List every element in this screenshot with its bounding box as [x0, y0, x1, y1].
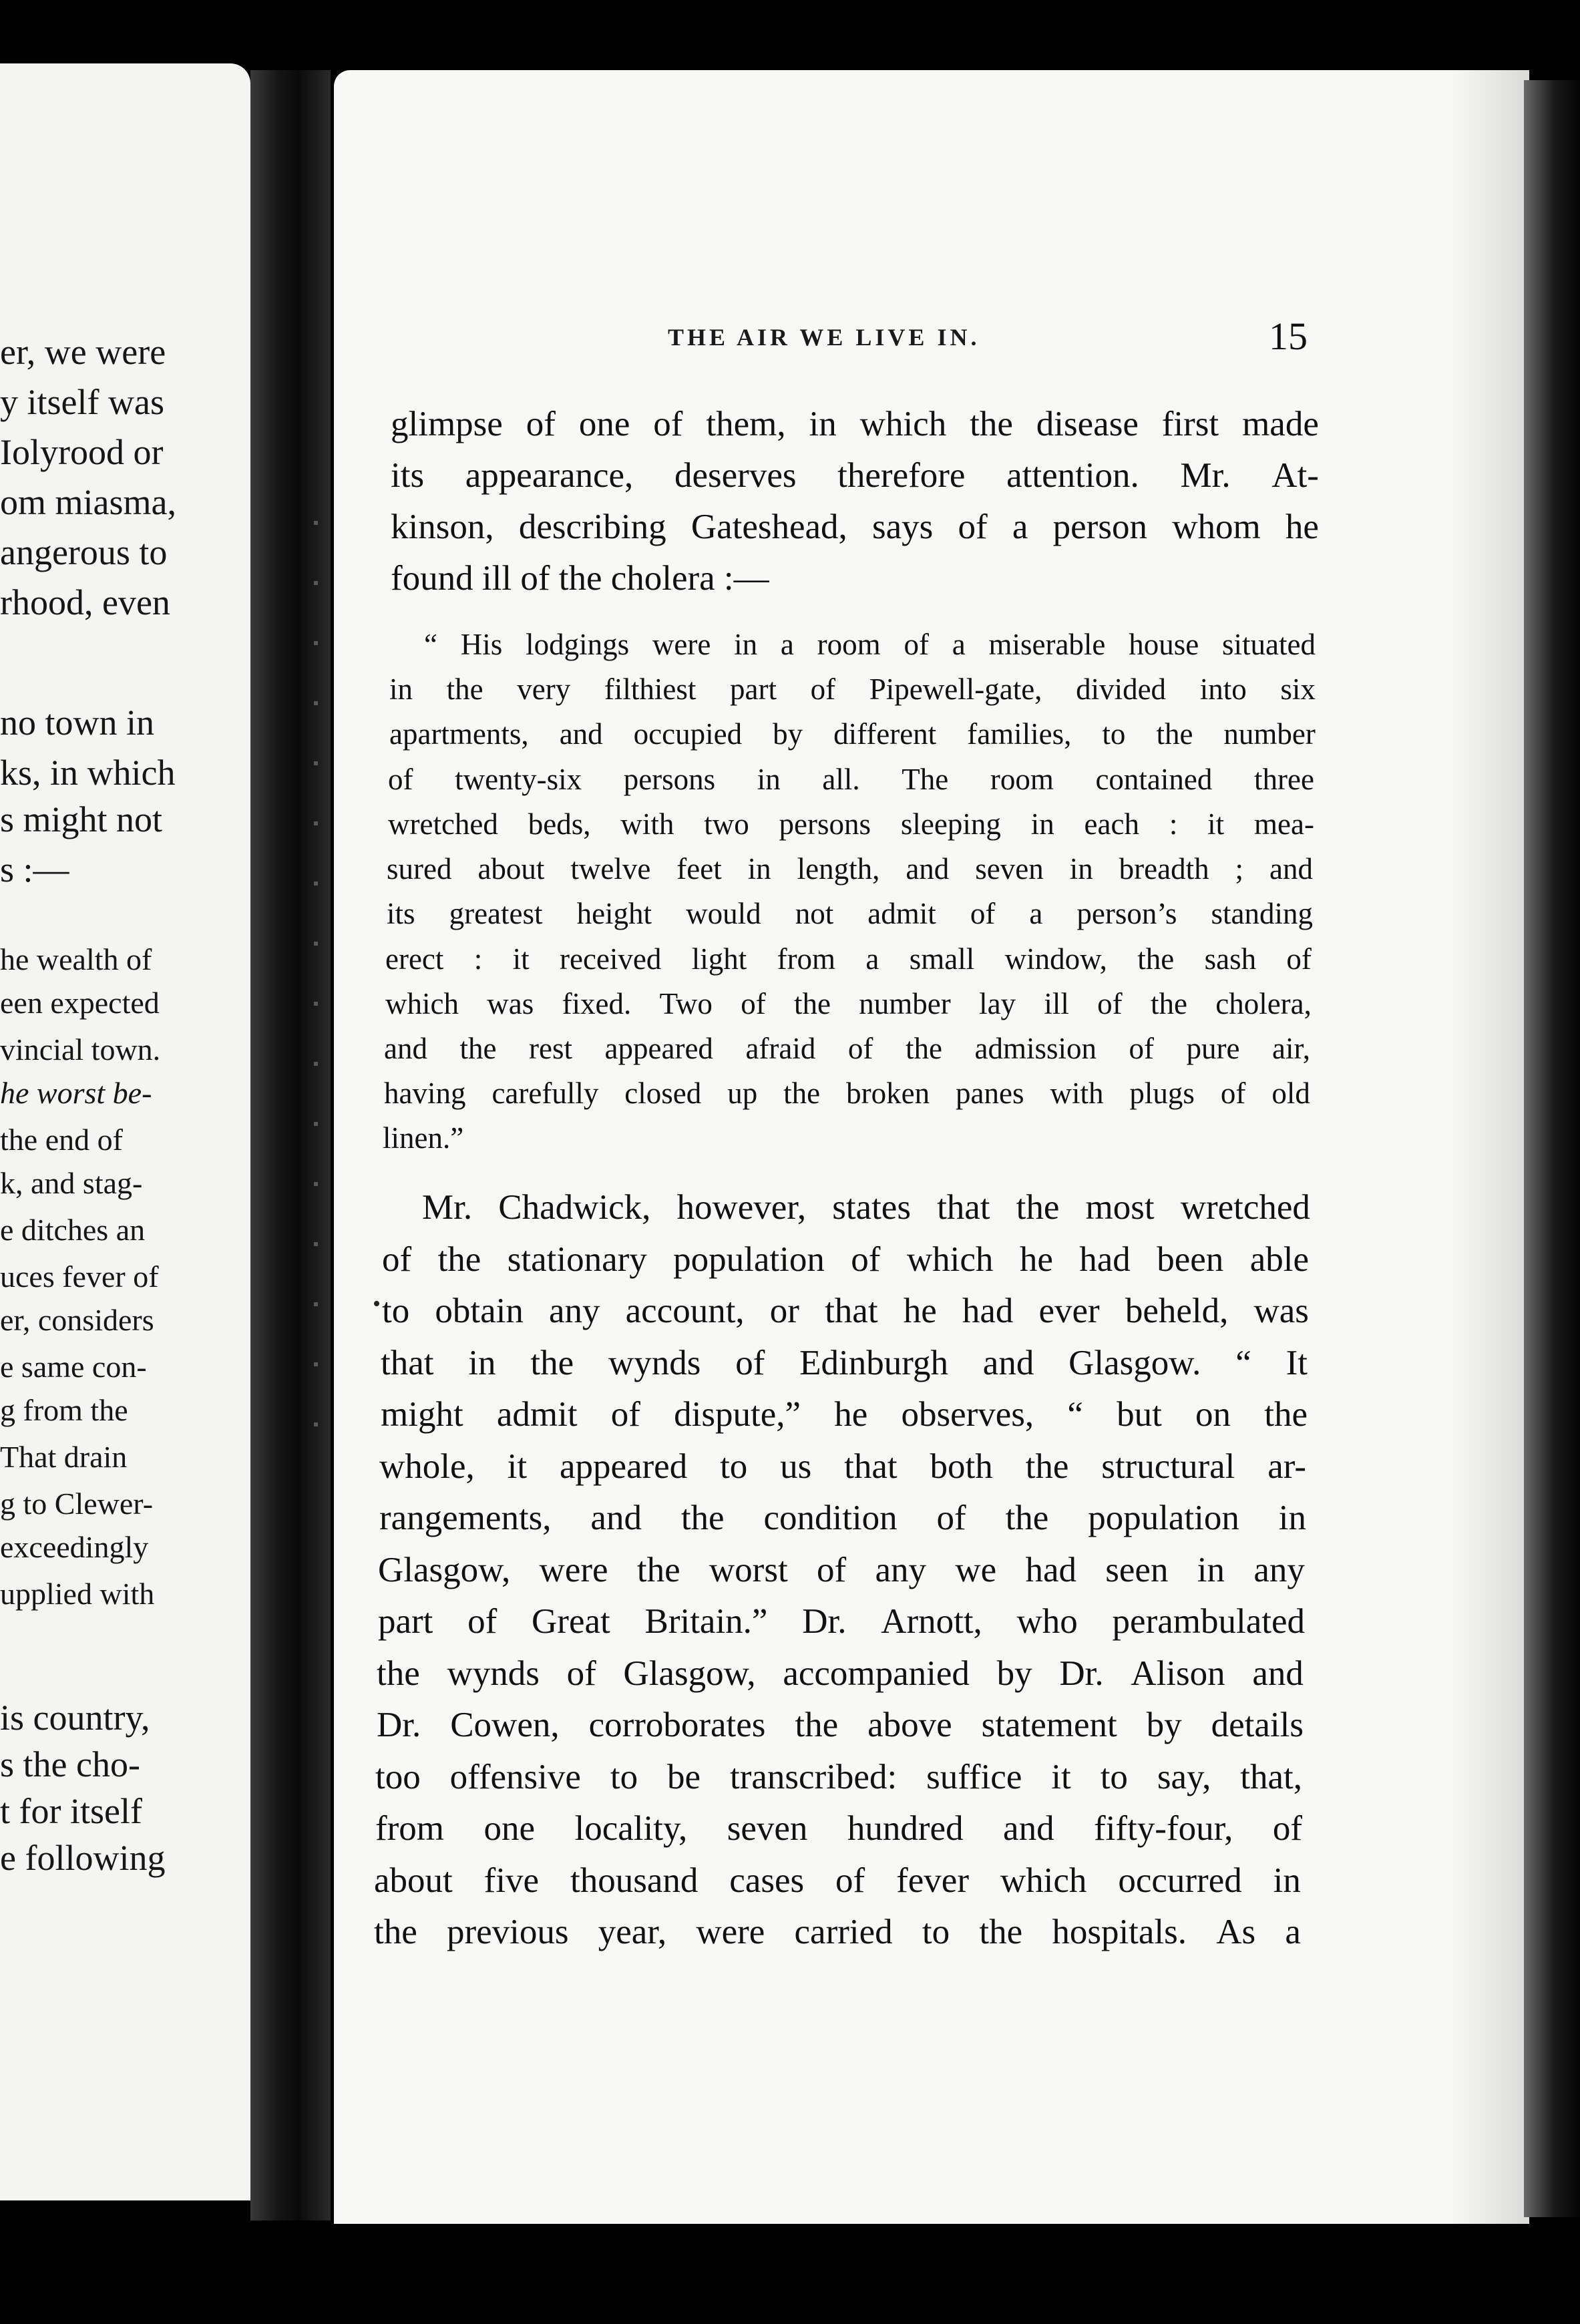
quote-line: wretched beds, with two persons sleeping in each : it mea-: [388, 807, 1314, 841]
gutter-marks: [314, 521, 318, 1456]
left-page-line: g from the: [0, 1393, 128, 1427]
intro-line: its appearance, deserves therefore attention. Mr. At-: [391, 456, 1319, 495]
quote-line: linen.”: [383, 1121, 464, 1155]
quote-line: in the very filthiest part of Pipewell-gate, divided into six: [389, 672, 1316, 706]
right-page: [334, 70, 1529, 2224]
intro-line: glimpse of one of them, in which the disease first made: [391, 405, 1319, 443]
quote-line: its greatest height would not admit of a person’s standing: [387, 897, 1313, 930]
body-line: that in the wynds of Edinburgh and Glasgow. “ It: [381, 1344, 1308, 1382]
quote-line: of twenty-six persons in all. The room contained three: [388, 763, 1314, 796]
left-page-line: rhood, even: [0, 582, 170, 622]
left-page-line: g to Clewer-: [0, 1487, 154, 1521]
quote-line: erect : it received light from a small window, the sash of: [385, 942, 1312, 976]
left-page-line: angerous to: [0, 532, 168, 572]
quote-line: which was fixed. Two of the number lay ill of the cholera,: [385, 987, 1312, 1020]
body-line: might admit of dispute,” he observes, “ but on the: [381, 1395, 1308, 1434]
body-line: about five thousand cases of fever which occurred in: [374, 1861, 1301, 1900]
left-page-line: y itself was: [0, 382, 164, 422]
left-page-line: s the cho-: [0, 1744, 140, 1784]
body-line: Mr. Chadwick, however, states that the most wretched: [422, 1188, 1310, 1227]
book-gutter: [250, 70, 331, 2220]
left-page-line: uces fever of: [0, 1260, 159, 1294]
left-page-line: een expected: [0, 986, 160, 1020]
left-page-line: upplied with: [0, 1577, 155, 1611]
body-line: Glasgow, were the worst of any we had seen in any: [378, 1551, 1305, 1589]
quote-line: sured about twelve feet in length, and seven in breadth ; and: [387, 852, 1313, 886]
body-line: of the stationary population of which he had been able: [382, 1240, 1309, 1279]
page-edge: [1524, 80, 1580, 2217]
page-shadow: [1449, 70, 1529, 2224]
left-page-line: e ditches an: [0, 1213, 146, 1247]
running-head: THE AIR WE LIVE IN.: [668, 324, 980, 351]
left-page-line: s might not: [0, 799, 163, 839]
left-page-line: om miasma,: [0, 482, 176, 522]
left-page-line: That drain: [0, 1440, 128, 1474]
left-page-line: he wealth of: [0, 942, 152, 976]
left-page-line: is country,: [0, 1698, 150, 1738]
quote-line: apartments, and occupied by different families, to the number: [389, 717, 1316, 751]
left-page-line: ks, in which: [0, 753, 176, 793]
body-line: rangements, and the condition of the population in: [379, 1499, 1306, 1537]
body-line: the previous year, were carried to the hospitals. As a: [374, 1913, 1301, 1951]
ink-speck: [374, 1301, 379, 1306]
body-line: from one locality, seven hundred and fifty-four, of: [375, 1809, 1302, 1848]
left-page-line: he worst be-: [0, 1076, 152, 1110]
left-page-line: vincial town.: [0, 1032, 161, 1067]
body-line: Dr. Cowen, corroborates the above statement by details: [377, 1706, 1304, 1744]
body-line: too offensive to be transcribed: suffice it to say, that,: [375, 1758, 1302, 1796]
quote-line: having carefully closed up the broken panes with plugs of old: [384, 1077, 1310, 1110]
left-page-line: no town in: [0, 703, 155, 743]
body-line: to obtain any account, or that he had ever beheld, was: [382, 1292, 1309, 1330]
quote-line: and the rest appeared afraid of the admission of pure air,: [384, 1032, 1310, 1065]
left-page-line: k, and stag-: [0, 1166, 143, 1200]
left-page: [0, 63, 250, 2200]
left-page-line: er, considers: [0, 1303, 154, 1337]
left-page-line: e same con-: [0, 1350, 147, 1384]
intro-line: kinson, describing Gateshead, says of a person whom he: [391, 508, 1319, 546]
body-line: part of Great Britain.” Dr. Arnott, who perambulated: [378, 1602, 1305, 1641]
left-page-line: exceedingly: [0, 1530, 149, 1564]
body-line: the wynds of Glasgow, accompanied by Dr. Alison and: [377, 1654, 1304, 1693]
left-page-line: e following: [0, 1838, 166, 1878]
left-page-line: s :—: [0, 849, 69, 890]
left-page-line: Iolyrood or: [0, 432, 164, 472]
left-page-line: t for itself: [0, 1791, 142, 1831]
body-line: whole, it appeared to us that both the structural ar-: [379, 1447, 1306, 1486]
left-page-line: the end of: [0, 1123, 123, 1157]
left-page-line: er, we were: [0, 332, 166, 372]
page-number: 15: [1269, 315, 1308, 358]
intro-line: found ill of the cholera :—: [391, 559, 769, 598]
quote-line: “ His lodgings were in a room of a miserable house situated: [424, 628, 1316, 661]
